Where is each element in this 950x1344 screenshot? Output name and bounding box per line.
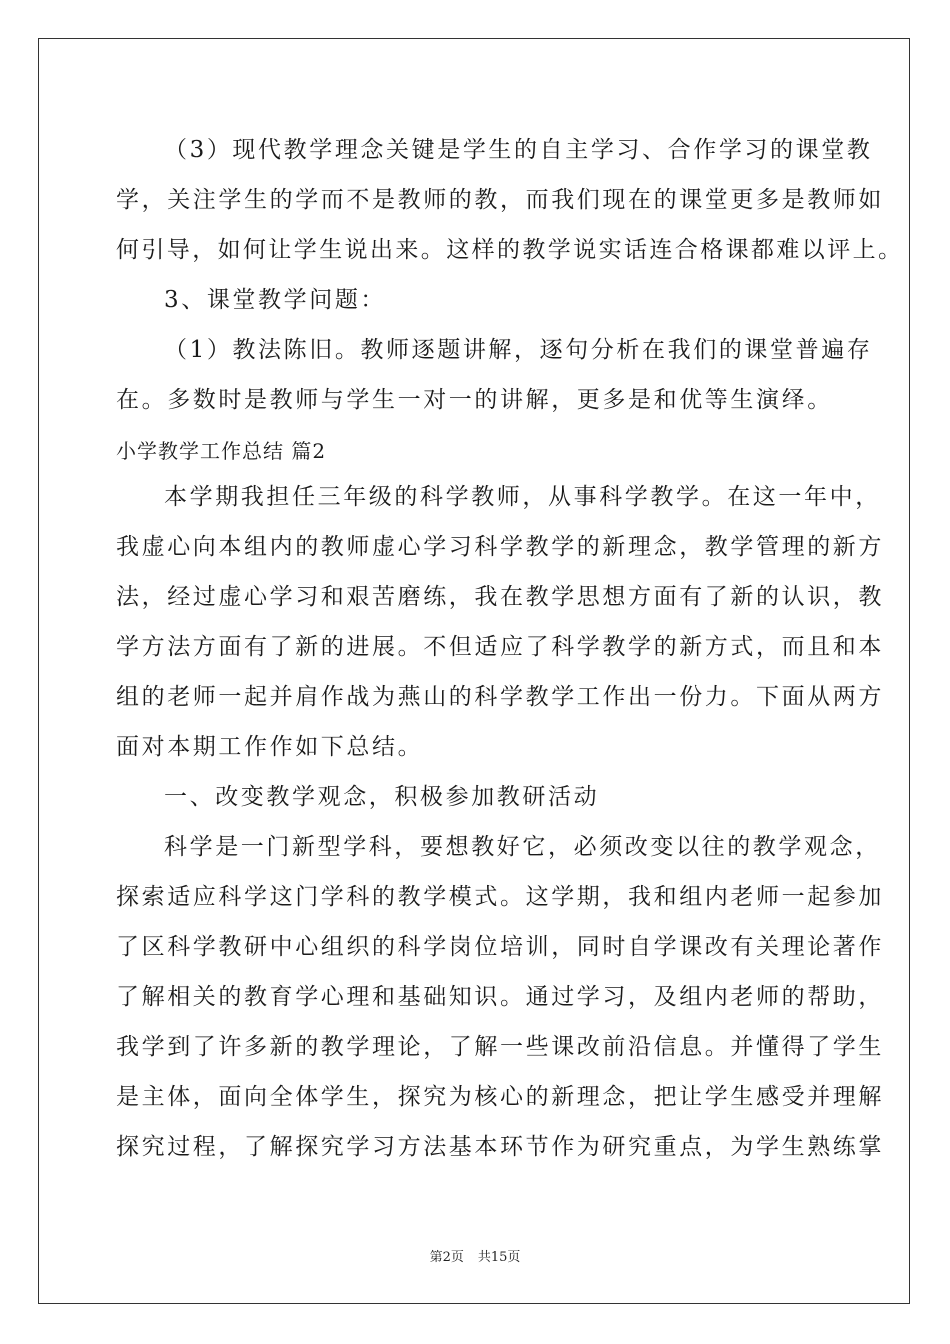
paragraph-line: 本学期我担任三年级的科学教师，从事科学教学。在这一年中， (164, 484, 881, 510)
section-heading: 3、课堂教学问题： (164, 287, 387, 313)
paragraph-line: 科学是一门新型学科，要想教好它，必须改变以往的教学观念， (164, 834, 881, 860)
paragraph-line: 了解相关的教育学心理和基础知识。通过学习，及组内老师的帮助， (116, 984, 884, 1010)
article-title: 小学教学工作总结 篇2 (116, 439, 327, 463)
paragraph-line: 了区科学教研中心组织的科学岗位培训，同时自学课改有关理论著作 (116, 934, 884, 960)
paragraph-line: （1）教法陈旧。教师逐题讲解，逐句分析在我们的课堂普遍存 (164, 337, 873, 363)
paragraph-line: 法，经过虚心学习和艰苦磨练，我在教学思想方面有了新的认识，教 (116, 584, 884, 610)
page-footer (0, 1250, 950, 1266)
paragraph-line: 何引导，如何让学生说出来。这样的教学说实话连合格课都难以评上。 (116, 237, 904, 263)
paragraph-line: 我学到了许多新的教学理论，了解一些课改前沿信息。并懂得了学生 (116, 1034, 884, 1060)
section-heading: 一、改变教学观念，积极参加教研活动 (164, 784, 600, 810)
page-total: 共15页 (477, 1250, 521, 1265)
paragraph-line: 探索适应科学这门学科的教学模式。这学期，我和组内老师一起参加 (116, 884, 884, 910)
paragraph-line: 我虚心向本组内的教师虚心学习科学教学的新理念，教学管理的新方 (116, 534, 884, 560)
paragraph-line: 面对本期工作作如下总结。 (116, 734, 424, 760)
paragraph-line: 学，关注学生的学而不是教师的教，而我们现在的课堂更多是教师如 (116, 187, 884, 213)
page-number: 第2页 (429, 1250, 464, 1265)
paragraph-line: 组的老师一起并肩作战为燕山的科学教学工作出一份力。下面从两方 (116, 684, 884, 710)
paragraph-line: 是主体，面向全体学生，探究为核心的新理念，把让学生感受并理解 (116, 1084, 884, 1110)
paragraph-line: 在。多数时是教师与学生一对一的讲解，更多是和优等生演绎。 (116, 387, 833, 413)
paragraph-line: （3）现代教学理念关键是学生的自主学习、合作学习的课堂教 (164, 137, 873, 163)
page-border (38, 38, 910, 1304)
paragraph-line: 探究过程，了解探究学习方法基本环节作为研究重点，为学生熟练掌 (116, 1134, 884, 1160)
paragraph-line: 学方法方面有了新的进展。不但适应了科学教学的新方式，而且和本 (116, 634, 884, 660)
